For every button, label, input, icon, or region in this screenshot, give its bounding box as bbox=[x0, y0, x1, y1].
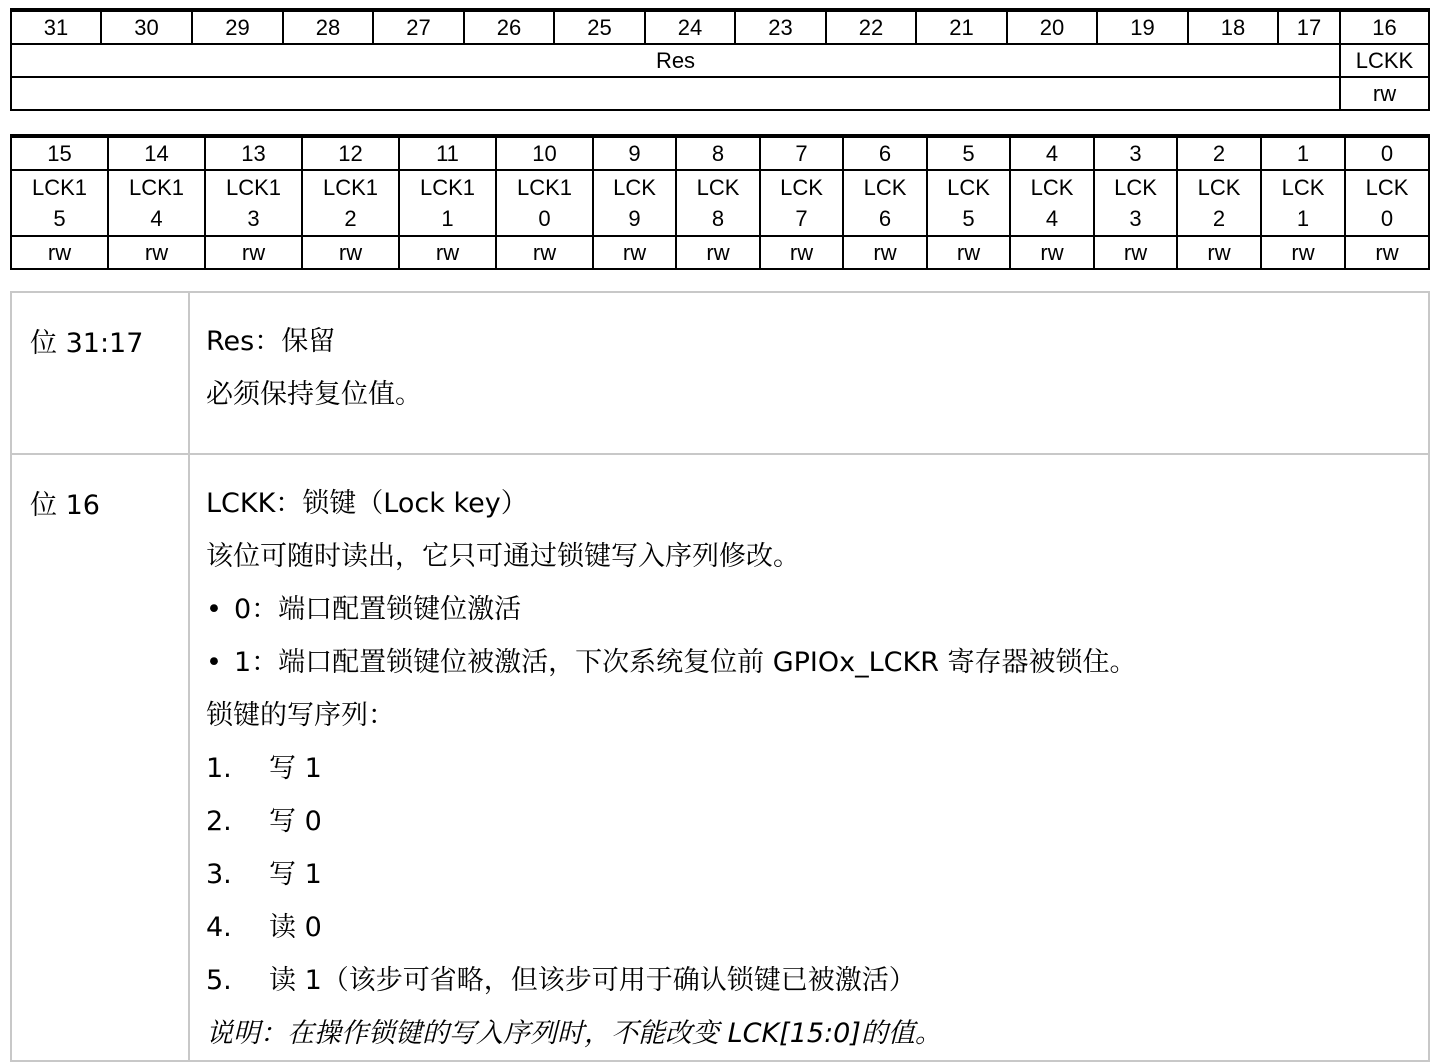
access-type: rw bbox=[760, 236, 843, 269]
bit-description-table bbox=[10, 291, 1430, 1062]
step-text: 写 1 bbox=[269, 859, 322, 890]
access-type: rw bbox=[399, 236, 496, 269]
bit-number: 15 bbox=[11, 136, 108, 170]
bit-number: 0 bbox=[1345, 136, 1429, 170]
step-number: 1. bbox=[206, 753, 232, 784]
lck-field-label: LCK 6 bbox=[843, 170, 927, 236]
lck-field-label: LCK1 1 bbox=[399, 170, 496, 236]
bit-number: 8 bbox=[676, 136, 760, 170]
bit-number: 20 bbox=[1007, 10, 1097, 44]
description-row-lckk bbox=[11, 454, 1429, 1061]
sequence-step bbox=[206, 742, 1428, 795]
lck-field-label: LCK1 5 bbox=[11, 170, 108, 236]
bit-number: 29 bbox=[192, 10, 283, 44]
bit-number: 19 bbox=[1097, 10, 1188, 44]
bit-number: 21 bbox=[916, 10, 1007, 44]
description-row-res bbox=[11, 292, 1429, 454]
bit-range-text: 位 31:17 bbox=[30, 328, 144, 359]
bit-number: 24 bbox=[645, 10, 735, 44]
lck-field-label: LCK 7 bbox=[760, 170, 843, 236]
res-field-label: Res bbox=[11, 44, 1340, 77]
res-access-cell bbox=[11, 77, 1340, 110]
bit-range-text: 位 16 bbox=[30, 490, 100, 521]
lck-field-label: LCK 8 bbox=[676, 170, 760, 236]
bit-number: 14 bbox=[108, 136, 205, 170]
access-type: rw bbox=[1010, 236, 1094, 269]
step-number: 5. bbox=[206, 965, 232, 996]
step-number: 3. bbox=[206, 859, 232, 890]
lck-field-label: LCK1 0 bbox=[496, 170, 593, 236]
access-type: rw bbox=[1261, 236, 1345, 269]
access-type: rw bbox=[302, 236, 399, 269]
register-map-high bbox=[10, 8, 1430, 111]
bit-number-row-high bbox=[11, 10, 1429, 44]
bit-number: 4 bbox=[1010, 136, 1094, 170]
field-text: 必须保持复位值。 bbox=[206, 379, 422, 410]
access-type: rw bbox=[108, 236, 205, 269]
bit-number-row-low bbox=[11, 136, 1429, 170]
bit-number: 17 bbox=[1278, 10, 1340, 44]
sequence-title: 锁键的写序列： bbox=[206, 700, 395, 731]
step-number: 2. bbox=[206, 806, 232, 837]
description-cell bbox=[189, 454, 1429, 1061]
field-intro: 该位可随时读出，它只可通过锁键写入序列修改。 bbox=[206, 541, 800, 572]
step-text: 读 0 bbox=[269, 912, 322, 943]
bit-number: 26 bbox=[464, 10, 554, 44]
sequence-step bbox=[206, 795, 1428, 848]
field-name-row-high bbox=[11, 44, 1429, 77]
access-type: rw bbox=[1094, 236, 1177, 269]
access-type: rw bbox=[676, 236, 760, 269]
access-type: rw bbox=[927, 236, 1010, 269]
lck-field-label: LCK 5 bbox=[927, 170, 1010, 236]
bit-number: 30 bbox=[101, 10, 192, 44]
bit-range-label bbox=[11, 292, 189, 454]
step-number: 4. bbox=[206, 912, 232, 943]
sequence-step bbox=[206, 848, 1428, 901]
bullet-item: • 0：端口配置锁键位激活 bbox=[206, 583, 1428, 636]
bit-number: 16 bbox=[1340, 10, 1429, 44]
access-type: rw bbox=[205, 236, 302, 269]
sequence-step bbox=[206, 901, 1428, 954]
step-text: 写 0 bbox=[269, 806, 322, 837]
access-row-high bbox=[11, 77, 1429, 110]
access-type: rw bbox=[496, 236, 593, 269]
sequence-step bbox=[206, 954, 1428, 1007]
lck-field-label: LCK 1 bbox=[1261, 170, 1345, 236]
lck-field-label: LCK 2 bbox=[1177, 170, 1261, 236]
field-title: LCKK：锁键（Lock key） bbox=[206, 488, 528, 519]
bit-number: 3 bbox=[1094, 136, 1177, 170]
bit-number: 7 bbox=[760, 136, 843, 170]
note-text: 说明：在操作锁键的写入序列时，不能改变 LCK[15:0]的值。 bbox=[206, 1018, 942, 1049]
bit-number: 11 bbox=[399, 136, 496, 170]
access-type: rw bbox=[593, 236, 676, 269]
description-cell bbox=[189, 292, 1429, 454]
bit-number: 5 bbox=[927, 136, 1010, 170]
lck-field-label: LCK1 3 bbox=[205, 170, 302, 236]
access-row-low bbox=[11, 236, 1429, 269]
access-type: rw bbox=[1345, 236, 1429, 269]
step-text: 写 1 bbox=[269, 753, 322, 784]
bit-number: 18 bbox=[1188, 10, 1278, 44]
bit-number: 25 bbox=[554, 10, 645, 44]
field-title: Res：保留 bbox=[206, 326, 336, 357]
lck-field-label: LCK 4 bbox=[1010, 170, 1094, 236]
bit-number: 28 bbox=[283, 10, 373, 44]
field-name-row-low bbox=[11, 170, 1429, 236]
bit-number: 31 bbox=[11, 10, 101, 44]
bit-number: 1 bbox=[1261, 136, 1345, 170]
lckk-access: rw bbox=[1340, 77, 1429, 110]
bit-range-label bbox=[11, 454, 189, 1061]
lck-field-label: LCK1 2 bbox=[302, 170, 399, 236]
bit-number: 22 bbox=[826, 10, 916, 44]
bit-number: 10 bbox=[496, 136, 593, 170]
bit-number: 2 bbox=[1177, 136, 1261, 170]
access-type: rw bbox=[1177, 236, 1261, 269]
register-map-low bbox=[10, 134, 1430, 270]
access-type: rw bbox=[843, 236, 927, 269]
step-text: 读 1（该步可省略，但该步可用于确认锁键已被激活） bbox=[269, 965, 916, 996]
lck-field-label: LCK 9 bbox=[593, 170, 676, 236]
lckk-field-label: LCKK bbox=[1340, 44, 1429, 77]
bit-number: 13 bbox=[205, 136, 302, 170]
access-type: rw bbox=[11, 236, 108, 269]
bit-number: 27 bbox=[373, 10, 464, 44]
bit-number: 12 bbox=[302, 136, 399, 170]
bullet-item: • 1：端口配置锁键位被激活，下次系统复位前 GPIOx_LCKR 寄存器被锁住。 bbox=[206, 636, 1428, 689]
bit-number: 6 bbox=[843, 136, 927, 170]
bit-number: 23 bbox=[735, 10, 826, 44]
lck-field-label: LCK1 4 bbox=[108, 170, 205, 236]
lck-field-label: LCK 0 bbox=[1345, 170, 1429, 236]
bit-number: 9 bbox=[593, 136, 676, 170]
lck-field-label: LCK 3 bbox=[1094, 170, 1177, 236]
